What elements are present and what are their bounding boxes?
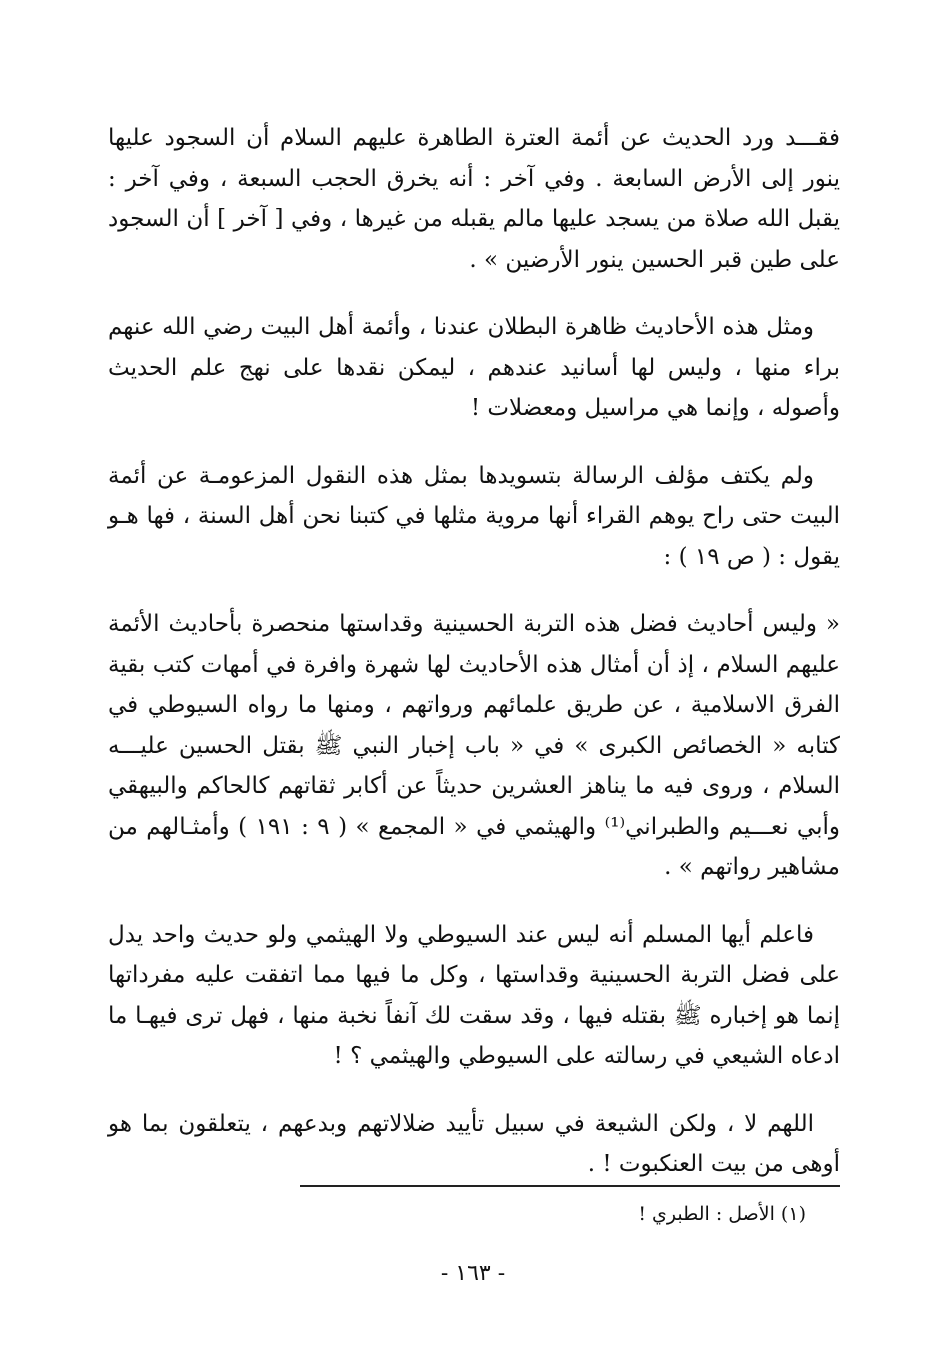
paragraph-1: فقـــد ورد الحديث عن أئمة العترة الطاهرة عليهم السلام أن السجود عليها ينور إلى الأرض السابعة . وفي آخر : أنه يخرق الحجب السبعة ، وفي آخر : يقبل الله صلاة من يسجد عليها مالم يقبله من غيرها ، وفي [ آخر ] أن السجود على طين قبر الحسين ينور الأرضين » . [108,125,840,273]
page-number: - ١٦٣ - [440,1261,506,1286]
footnote-divider [300,1185,840,1187]
paragraph-2: ومثل هذه الأحاديث ظاهرة البطلان عندنا ، وأئمة أهل البيت رضي الله عنهم براء منها ، وليس لها أسانيد عندهم ، ليمكن نقدها على نهج علم الحديث وأصوله ، وإنما هي مراسيل ومعضلات ! [108,314,840,421]
body-text [108,118,840,1212]
paragraph-5: فاعلم أيها المسلم أنه ليس عند السيوطي ولا الهيثمي ولو حديث واحد يدل على فضل التربة الحسينية وقداستها ، وكل ما فيها مما اتفقت عليه مفرداتها إنما هو إخباره ﷺ بقتله فيها ، وقد سقت لك آنفاً نخبة منها ، فهل ترى فيهـا ما ادعاه الشيعي في رسالته على السيوطي والهيثمي ؟ ! [108,921,840,1069]
paragraph-4-quote: « وليس أحاديث فضل هذه التربة الحسينية وقداستها منحصرة بأحاديث الأئمة عليهم السلام ، إذ أن أمثال هذه الأحاديث لها شهرة وافرة في أمهات كتب بقية الفرق الاسلامية ، عن طريق علمائهم ورواتهم ، ومنها ما رواه السيوطي في كتابه « الخصائص الكبرى » في « باب إخبار النبي ﷺ بقتل الحسين عليـــه السلام ، وروى فيه ما يناهز العشرين حديثاً عن أكابر ثقاتهم كالحاكم والبيهقي وأبي نعـــيم والطبراني⁽¹⁾ والهيثمي في « المجمع » ( ٩ : ١٩١ ) وأمثـالهم من مشاهير رواتهم » . [108,611,841,880]
paragraph-6: اللهم لا ، ولكن الشيعة في سبيل تأييد ضلالاتهم وبدعهم ، يتعلقون بما هو أوهى من بيت العنكبوت ! . [108,1110,840,1177]
paragraph-3: ولم يكتف مؤلف الرسالة بتسويدها بمثل هذه النقول المزعومـة عن أئمة البيت حتى راح يوهم القراء أنها مروية مثلها في كتبنا نحن أهل السنة ، فها هـو يقول : ( ص ١٩ ) : [108,462,840,570]
footnote: (١) الأصل : الطبري ! [638,1203,806,1225]
